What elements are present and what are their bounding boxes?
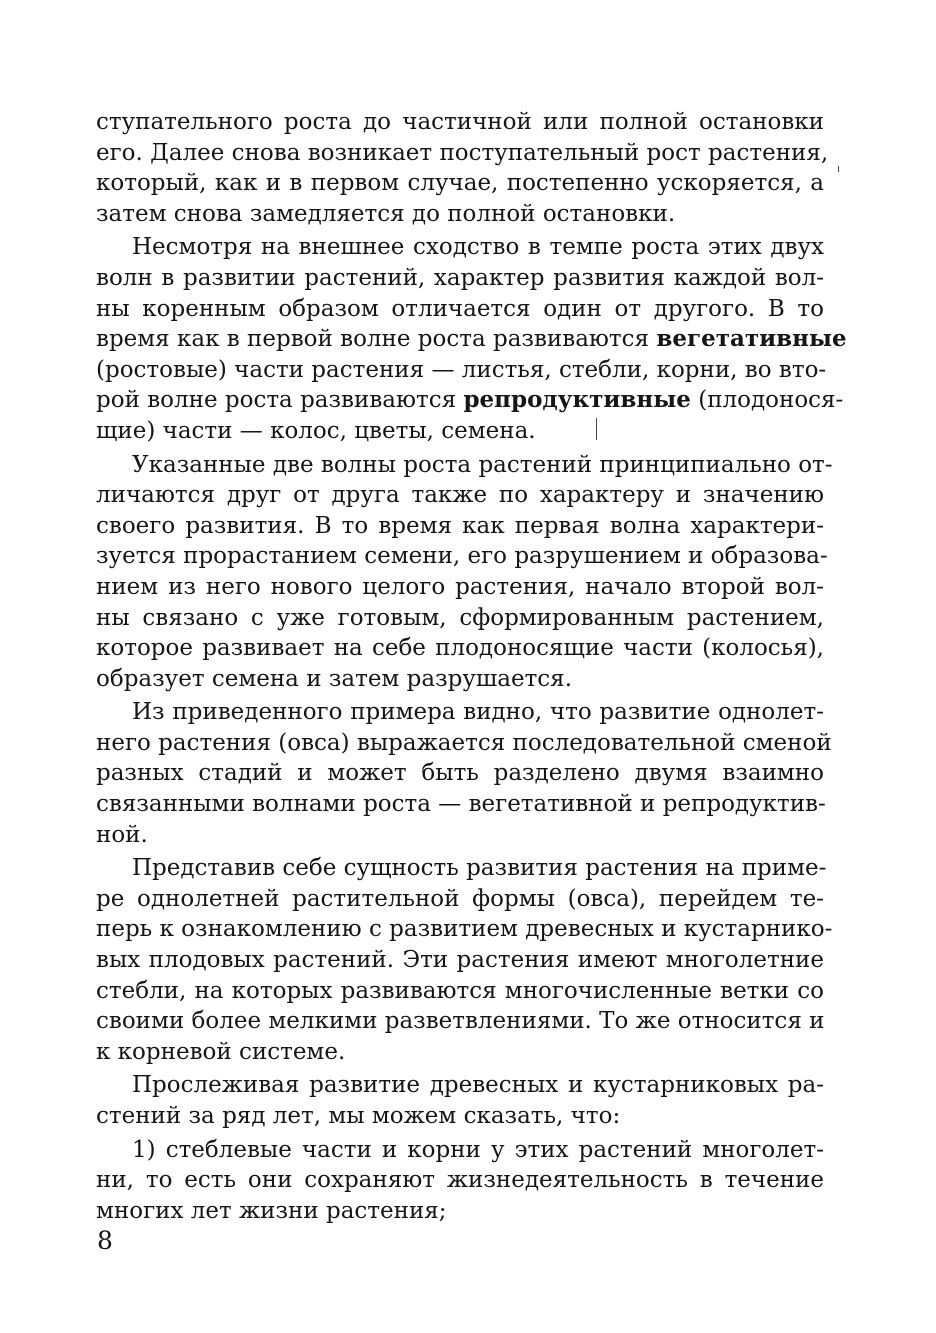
paragraph [96, 232, 847, 446]
text-line: рой волне роста развиваются репродуктивные (плодонося- [96, 386, 844, 414]
paragraph [96, 853, 833, 1067]
text-line: своего развития. В то время как первая волна характери- [96, 512, 824, 539]
paragraph [96, 697, 832, 850]
page-text [96, 107, 847, 1229]
text-line: 1) стеблевые части и корни у этих растений многолет- [132, 1136, 824, 1163]
text-line: (ростовые) части растения — листья, стебли, корни, во вто- [96, 356, 827, 383]
text-line: Указанные две волны роста растений принципиально от- [132, 451, 833, 478]
text-line: зуется прорастанием семени, его разрушением и образова- [96, 543, 828, 570]
text-line: образует семена и затем разрушается. [96, 665, 573, 692]
text-line: своими более мелкими разветвлениями. То же относится и [96, 1008, 825, 1035]
text-line: стебли, на которых развиваются многочисленные ветки со [96, 977, 824, 1004]
text-line: ре однолетней растительной формы (овса), перейдем те- [96, 885, 824, 912]
text-line: личаются друг от друга также по характеру и значению [96, 482, 824, 509]
text-line: к корневой системе. [96, 1038, 346, 1065]
text-line: многих лет жизни растения; [96, 1197, 447, 1224]
text-line: разных стадий и может быть разделено двумя взаимно [96, 760, 824, 787]
text-line: перь к ознакомлению с развитием древесных и кустарнико- [96, 916, 833, 943]
text-line: Представив себе сущность развития растения на приме- [132, 855, 827, 882]
text-line: щие) части — колос, цветы, семена. [96, 417, 536, 444]
text-line: которое развивает на себе плодоносящие части (колосья), [96, 635, 824, 662]
text-line: вых плодовых растений. Эти растения имеют многолетние [96, 947, 824, 974]
text-line: ной. [96, 821, 148, 848]
text-line: связанными волнами роста — вегетативной и репродуктив- [96, 791, 826, 818]
text-line: стений за ряд лет, мы можем сказать, что: [96, 1103, 621, 1129]
text-line: ступательного роста до частичной или полной остановки [96, 109, 824, 135]
paragraph [96, 107, 829, 229]
paragraph [96, 1070, 824, 1131]
text-line: ни, то есть они сохраняют жизнедеятельность в течение [96, 1167, 824, 1194]
scan-mark [596, 418, 597, 440]
text-line: время как в первой волне роста развиваются вегетативные [96, 325, 847, 353]
text-line: Несмотря на внешнее сходство в темпе роста этих двух [132, 234, 824, 261]
bold-term: репродуктивные [463, 386, 691, 414]
text-line: Из приведенного примера видно, что развитие однолет- [132, 699, 824, 726]
paragraph [96, 450, 833, 695]
text-line: его. Далее снова возникает поступательный рост растения, [96, 139, 829, 166]
text-line: ны связано с уже готовым, сформированным растением, [96, 604, 824, 631]
text-line: который, как и в первом случае, постепенно ускоряется, а [96, 170, 824, 197]
scan-mark [838, 166, 839, 172]
text-line: затем снова замедляется до полной остановки. [96, 200, 676, 227]
text-line: волн в развитии растений, характер развития каждой вол- [96, 264, 824, 291]
text-line: него растения (овса) выражается последовательной сменой [96, 729, 832, 756]
page-number: 8 [97, 1226, 113, 1255]
text-line: Прослеживая развитие древесных и кустарниковых ра- [132, 1072, 824, 1099]
text-line: ны коренным образом отличается один от другого. В то [96, 295, 824, 322]
bold-term: вегетативные [656, 325, 847, 353]
text-line: нием из него нового целого растения, начало второй вол- [96, 573, 824, 600]
paragraph [96, 1135, 824, 1227]
